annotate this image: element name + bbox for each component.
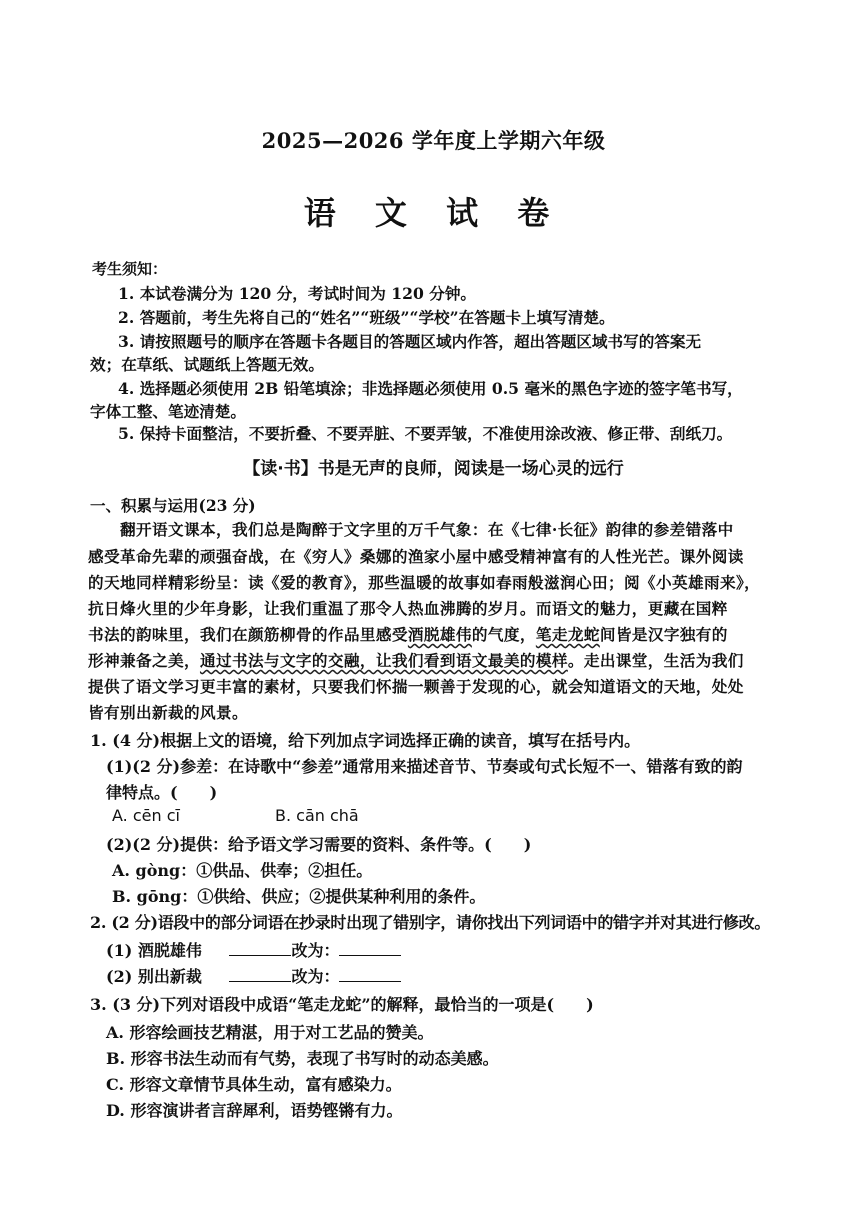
q1-sub1-line1: (1)(2 分)参差：在诗歌中“参差”通常用来描述音节、节奏或句式长短不一、错落有致的韵 bbox=[106, 757, 743, 776]
passage-line-6 bbox=[88, 649, 744, 671]
q3-option-c: C. 形容文章情节具体生动，富有感染力。 bbox=[106, 1075, 402, 1094]
exam-subject-title: 语 文 试 卷 bbox=[303, 194, 564, 232]
part1-heading: 一、积累与运用(23 分) bbox=[90, 496, 256, 515]
passage-line-6-a: 形神兼备之美， bbox=[88, 651, 200, 670]
passage-line-7: 提供了语文学习更丰富的素材，只要我们怀揣一颗善于发现的心，就会知道语文的天地，处处 bbox=[88, 677, 744, 696]
notice-item-4-cont: 字体工整、笔迹清楚。 bbox=[90, 402, 246, 421]
passage-line-4: 抗日烽火里的少年身影，让我们重温了那令人热血沸腾的岁月。而语文的魅力，更藏在国粹 bbox=[88, 599, 728, 618]
passage-line-5 bbox=[88, 623, 728, 645]
underlined-term-bizoulongshe: 笔走龙蛇 bbox=[535, 625, 600, 644]
q1-sub1-option-b: B. cān chā bbox=[275, 806, 359, 825]
q2-item-1-fix-blank[interactable] bbox=[339, 941, 401, 956]
passage-line-5-a: 书法的韵味里，我们在颜筋柳骨的作品里感受 bbox=[88, 625, 408, 644]
passage-line-8: 皆有别出新裁的风景。 bbox=[88, 703, 248, 722]
q3-stem: 3. (3 分)下列对语段中成语“笔走龙蛇”的解释，最恰当的一项是( ) bbox=[90, 995, 594, 1014]
q3-option-a: A. 形容绘画技艺精湛，用于对工艺品的赞美。 bbox=[106, 1023, 434, 1042]
q3-option-b: B. 形容书法生动而有气势，表现了书写时的动态美感。 bbox=[106, 1049, 499, 1068]
q2-item-2 bbox=[106, 964, 401, 987]
notice-item-3-cont: 效；在草纸、试题纸上答题无效。 bbox=[90, 355, 324, 374]
passage-line-5-e: 间皆是汉字独有的 bbox=[599, 625, 728, 644]
passage-line-3: 的天地同样精彩纷呈：读《爱的教育》，那些温暖的故事如春雨般滋润心田；阅《小英雄雨来》， bbox=[88, 573, 761, 592]
q2-item-2-fix-blank[interactable] bbox=[339, 967, 401, 982]
exam-year-title: 2025—2026 学年度上学期六年级 bbox=[261, 128, 606, 153]
notice-item-5: 5. 保持卡面整洁，不要折叠、不要弄脏、不要弄皱，不准使用涂改液、修正带、刮纸刀。 bbox=[118, 424, 733, 443]
notice-item-1: 1. 本试卷满分为 120 分，考试时间为 120 分钟。 bbox=[118, 284, 477, 303]
passage-line-2: 感受革命先辈的顽强奋战，在《穷人》桑娜的渔家小屋中感受精神富有的人性光芒。课外阅读 bbox=[88, 547, 744, 566]
notice-item-3: 3. 请按照题号的顺序在答题卡各题目的答题区域内作答，超出答题区域书写的答案无 bbox=[118, 332, 702, 351]
underlined-sentence: 通过书法与文字的交融，让我们看到语文最美的模样 bbox=[199, 651, 568, 670]
q2-stem: 2. (2 分)语段中的部分词语在抄录时出现了错别字，请你找出下列词语中的错字并对其进行修改。 bbox=[90, 913, 771, 932]
q1-stem: 1. (4 分)根据上文的语境，给下列加点字词选择正确的读音，填写在括号内。 bbox=[90, 731, 641, 750]
q1-sub2-option-b: B. gōng：①供给、供应；②提供某种利用的条件。 bbox=[112, 887, 486, 906]
q2-item-1-word: (1) 酒脱雄伟 bbox=[106, 941, 202, 960]
passage-line-1: 翻开语文课本，我们总是陶醉于文字里的万千气象：在《七律·长征》韵律的参差错落中 bbox=[120, 520, 734, 539]
passage-line-6-c: 。走出课堂，生活为我们 bbox=[567, 651, 744, 670]
q1-sub2-option-a: A. gòng：①供品、供奉；②担任。 bbox=[112, 861, 373, 880]
q3-option-d: D. 形容演讲者言辞犀利，语势铿锵有力。 bbox=[106, 1101, 403, 1120]
passage-line-5-c: 的气度， bbox=[471, 625, 536, 644]
notice-heading: 考生须知： bbox=[92, 260, 168, 278]
notice-item-4: 4. 选择题必须使用 2B 铅笔填涂；非选择题必须使用 0.5 毫米的黑色字迹的签字笔书写， bbox=[118, 379, 743, 398]
section-banner: 【读·书】书是无声的良师，阅读是一场心灵的远行 bbox=[243, 459, 624, 479]
q1-sub1-line2: 律特点。( ) bbox=[106, 783, 218, 802]
q2-item-1-wrong-blank[interactable] bbox=[229, 941, 291, 956]
q2-item-2-word: (2) 别出新裁 bbox=[106, 967, 202, 986]
q1-sub1-option-a: A. cēn cī bbox=[112, 806, 180, 825]
q2-item-2-wrong-blank[interactable] bbox=[229, 967, 291, 982]
q2-item-1-change-label: 改为： bbox=[291, 941, 340, 960]
q2-item-2-change-label: 改为： bbox=[291, 967, 340, 986]
notice-item-2: 2. 答题前，考生先将自己的“姓名”“班级”“学校”在答题卡上填写清楚。 bbox=[118, 308, 615, 327]
q1-sub2: (2)(2 分)提供：给予语文学习需要的资料、条件等。( ) bbox=[106, 835, 532, 854]
underlined-term-sasuo: 酒脱雄伟 bbox=[407, 625, 472, 644]
q2-item-1 bbox=[106, 938, 401, 961]
